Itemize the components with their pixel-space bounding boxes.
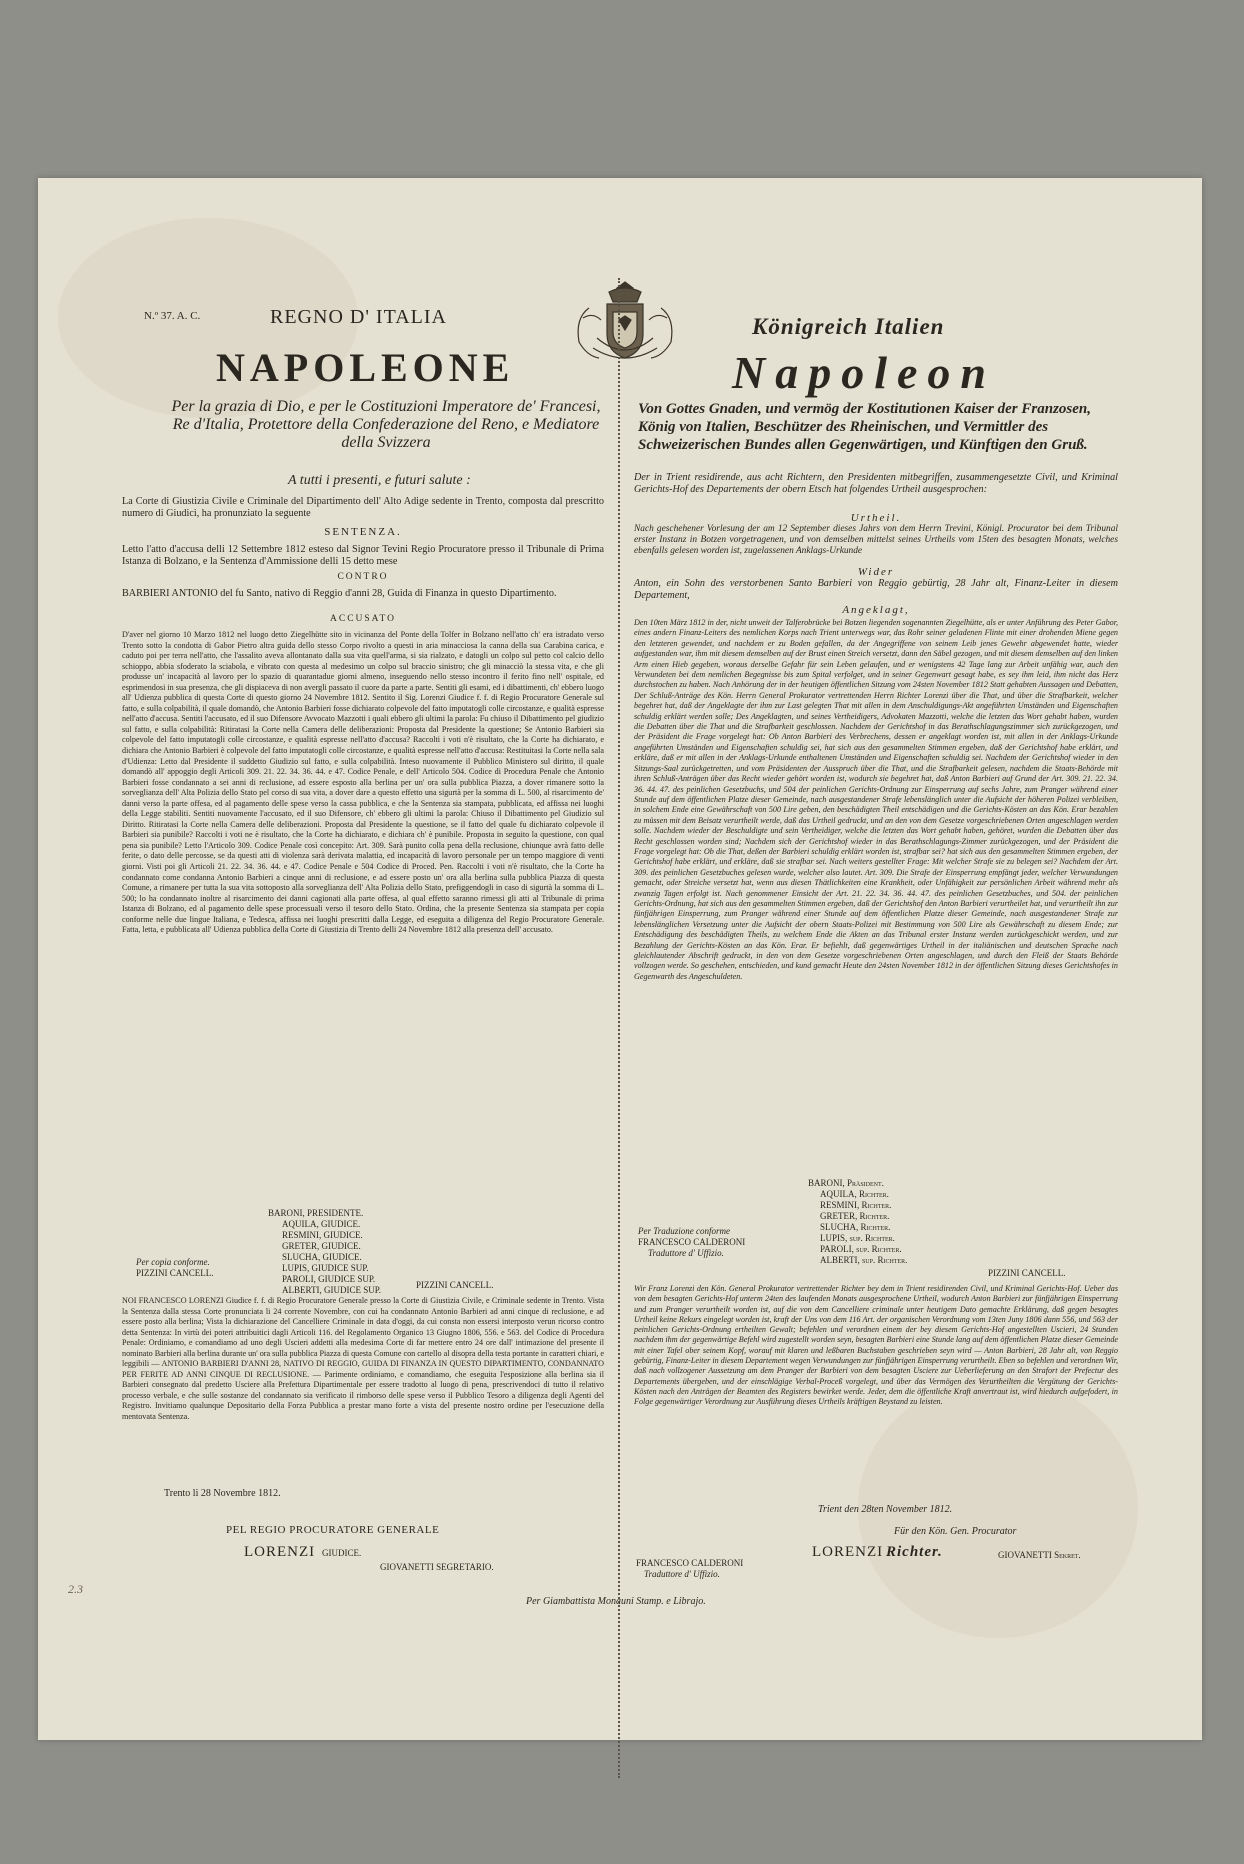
copy-conform-note: Per copia conforme. — [136, 1257, 210, 1267]
italian-sentence-heading: SENTENZA. — [324, 526, 402, 538]
german-chancellor: PIZZINI CANCELL. — [988, 1268, 1066, 1278]
judge-line: PAROLI, sup. Richter. — [820, 1244, 902, 1254]
italian-main-body: D'aver nel giorno 10 Marzo 1812 nel luogo detto Ziegelhütte sito in vicinanza del Ponte della Tolfer in Bolzano nell'atto ch' era istradato verso Trento sotto la condotta di Gabor Pietro altra guida dello stesso Corpo rivolto a questi in aria minacciosa la canna della sua Carabina carica, e caduto poi per terra nell'atto, che l'assalito aveva allontanato dalla sua vita quell'arma, si sia rialzato, e datogli un colpo sul petto col calcio dello schioppo, abbia sfoderato la sciabola, e vibrato con questa al medesimo un colpo sul braccio sinistro; che gli minacciò la stessa vita, e che gli produsse un' incapacità al lavoro per lo spazio di quarantadue giorni almeno, inseguendo nello stesso incontro il ferito fino nell' ospitale, ed esprimendosi in sua presenza, che gli dispiaceva di non avergli passato il cuore da parte a parte. Sentiti gli esami, ed i dibattimenti, ch' ebbero luogo all' Udienza pubblica di questa Corte di questo giorno 24 Novembre 1812. Sentito il Sig. Lorenzi Giudice f. f. di Regio Procuratore Generale sul fatto, e sulla colpabilità, il quale domandò, che Antonio Barbieri fosse dichiarato colpevole del fatto imputatogli colle circostanze, e qualità espresse nell'atto d'accusa. Sentiti l'accusato, ed il suo Difensore Avvocato Mazzotti i quali ebbero gli ultimi la parola: Fu chiuso il Dibattimento pel giudizio sul fatto, e sulla colpabilità: Ritiratasi la Corte nella Camera delle deliberazioni: Proposta dal Presidente la questione; Se Antonio Barbieri sia colpevole del fatto imputatogli colle circostanze, e qualità espresse nell'atto d'accusa? Raccolti i voti n'è risultato, che la Corte ha dichiarato, e dichiara che Antonio Barbieri è colpevole del fatto imputatogli colle circostanze, e qualità espresse nell'atto d'accusa: Restituitasi la Corte nella sala d'Udienza: Letto dal Presidente il suddetto Giudizio sul fatto, e sulla colpabilità. Inteso nuovamente il Pubblico Ministero sul diritto, il quale domandò all' appoggio degli Articoli 309. 21. 22. 34. 36. 44. e 47. Codice Penale, e dell' Articolo 504. Codice di Procedura Penale che Antonio Barbieri fosse condannato a sei anni di reclusione, ad essere esposto alla berlina per un' ora sulla pubblica Piazza, a dover rimanere sotto la sorveglianza dell' Alta Polizia dello Stato pel corso di sua vita, a dover dare a questo effetto una sigurtà per la somma di L. 500, al risarcimento de' danni verso la parte offesa, ed al pagamento delle spese verso la cassa pubblica, e che la Sentenza sia stampata, pubblicata, ed affissa nei luoghi della Legge stabiliti. Sentiti nuovamente l'accusato, ed il suo Difensore, ch' ebbero gli ultimi la parola: Chiuso il Dibattimento pel Giudizio sul Diritto. Ritiratasi la Corte nella Camera delle deliberazioni. Proposta dal Presidente la questione, se il fatto del quale fu dichiarato colpevole il Barbieri sia punibile? Raccolti i voti ne è risultato, che la Corte ha dichiarato, e dichiara ch' è punibile. Proposta in seguito la questione, con qual pena sia punibile? Letto l'Articolo 309. Codice Penale così concepito: Art. 309. Sarà punito colla pena della reclusione, chiunque avrà fatto delle ferite, o dato delle percosse, se da questi atti di violenza sarà derivata malattia, ed incapacità di lavoro personale per un tempo maggiore di venti giorni. Visti poi gli Articoli 21. 22. 34. 36. 44. e 47. Codice Penale e 504 Codice di Proced. Pen. Raccolti i voti n'è risultato, che la Corte ha condannato come condanna Antonio Barbieri a cinque anni di reclusione, e ad essere posto un' ora alla berlina sulla pubblica Piazza di questa Comune, a rimanere per tutta la sua vita sottoposto alla sorveglianza dell' Alta Polizia dello Stato, prefiggendogli in caso di sigurtà la somma di L. 500; lo ha condannato inoltre al risarcimento dei danni cagionati alla parte offesa, al qual effetto saranno rimessi gli atti al Tribunale di prima Istanza di Bolzano, ed al pagamento delle spese processuali verso il tesoro dello Stato. Ordina, che la presente Sentenza sia stampata per copia conforme nelle due lingue Italiana, e Tedesca, affissa nei luoghi prescritti dalla Legge, ed eseguita a diligenza del Regio Procuratore Generale. Fatta, letta, e pubblicata all' Udienza pubblica della Corte di Giustizia di Trento delli 24 Novembre 1812 alla presenza dell' accusato. — [122, 630, 604, 935]
german-kingdom-heading: Königreich Italien — [752, 314, 945, 339]
german-angeklagt-heading: Angeklagt, — [842, 604, 910, 616]
german-procurator-name: LORENZI — [812, 1544, 884, 1560]
italian-accused: BARBIERI ANTONIO del fu Santo, nativo di Reggio d'anni 28, Guida di Finanza in questo Dipartimento. — [122, 588, 557, 599]
german-act-text: Nach geschehener Vorlesung der am 12 September dieses Jahrs von dem Herrn Trevini, Königl. Procurator bei dem Tribunal erster Instanz in Botzen vorgetragenen, und von demselben mittelst seines Urtheils vom 15ten des besagten Monats, welches ebenfalls gelesen worden ist, zugelassenen Anklags-Urkunde — [634, 524, 1118, 556]
german-sentence-heading: Urtheil. — [850, 512, 902, 524]
italian-date-place: Trento li 28 Novembre 1812. — [164, 1488, 281, 1499]
german-emperor-title: Napoleon — [732, 347, 996, 398]
german-procurator-role: Richter. — [886, 1544, 943, 1560]
judge-line: ALBERTI, GIUDICE SUP. — [282, 1285, 381, 1295]
translation-note: Per Traduzione conforme — [638, 1226, 730, 1236]
italian-secretary: GIOVANETTI SEGRETARIO. — [380, 1562, 494, 1572]
german-main-body: Den 10ten März 1812 in der, nicht unweit der Talferobrücke bei Botzen liegenden sogenannten Ziegelhütte, als er unter Anführung des Peter Gabor, eines andern Finanz-Leiters des nemlichen Korps nach Trient unterwegs war, das Rohr seiner geladenen Flinte mit einer drohenden Miene gegen den letzteren gewendet, und nachdem er zu Boden gefallen, da der Angegriffene von seinem Leib jenes Gewehr abgewendet hatte, wieder aufgestanden war, ihm mit diesem demselben auf der Brust einen Streich versetzt, dann den Säbel gezogen, und mit diesem demselben auf den linken Arm einen Hieb gegeben, woraus derselbe Gefahr für sein Leben gelaufen, und er wenigstens 42 Tage lang zur Arbeit unfähig war, auch den Verwundeten bei dem nemlichen Begegnisse bis zum Spital verfolget, und in seiner Gegenwart gesagt habe, es sey ihm leid, ihm nicht das Herz durchstochen zu haben. Nach Anhörung der in der heutigen öffentlichen Sitzung vom 24sten November 1812 Statt gehabten Aussagen und Debatten, Der Schluß-Anträge des Kön. Herrn General Prokurator vertrettenden Herrn Richter Lorenzi über die That, und über die Strafbarkeit, welcher begehret hat, daß der Angeklagte der ihm zur Last gelegten That mit allen in dem Anschuldigungs-Akt angeführten Umständen und Eigenschaften schuldig erklärt werden solle; Des Angeklagten, und seines Vertheidigers, Advokaten Mazzotti, welche die letzten das Wort gehabt haben, wurden die Debatten über die That und die Strafbarkeit geschlossen. Nachdem der Gerichtshof in das Berathschlagungszimmer sich zurückgezogen, und der Präsident die Frage vorgelegt hat: Ob Anton Barbieri des Verbrechens, dessen er angeklagt worden ist, mit allen in der Anklags-Urkunde angeführten Umständen und Eigenschaften schuldig sei, hat sich aus den gesammelten Stimmen ergeben, daß der Gerichtshof habe erklärt, und erkläre, daß er mit allen in der Anklags-Urkunde enthaltenen Umständen und Eigenschaften schuldig sei. Nachdem der Gerichtshof wieder in den Sitzungs-Saal zurückgetretten, und vom Präsidenten der Ausspruch über die That, und die Strafbarkeit gelesen, nachdem die Staats-Behörde mit ihren Schluß-Anträgen über das Recht wieder gehört worden ist, wodurch sie begehret hat, daß Anton Barbieri auf Grund der Art. 309. 21. 22. 34. 36. 44. 47. des peinlichen Gesetzbuchs, und 504 der peinlichen Gerichts-Ordnung zur Einsperrung auf sechs Jahre, zum Pranger während einer Stunde auf dem öffentlichen Platze dieser Gemeinde, nach ausgestandener Strafe lebenslänglich unter die Aufsicht der höheren Polizei verbleiben, in solchem Ende eine Gewährschaft von 500 Lire geben, den beschädigten Theil entschädigen und die Gerichts-Kösten an das Kön. Erar bezahlen zu müssen mit dem Beisatz verurtheilt werde, daß das Urtheil gedruckt, und an den von dem Gesetze vorgeschriebenen Orten angeschlagen werden solle. Nachdem wieder der Beschuldigte und sein Vertheidiger, welche die letzten das Wort gehabt haben, gehöret, wurden die Debatten über das Recht geschlossen worden sind; Nachdem sich der Gerichtshof wieder in das Berathschlagungs-Zimmer zurückgezogen, und der Präsident die Frage vorgelegt hat: Ob die That, deßen der Barbieri schuldig erklärt worden ist, strafbar sei? hat sich aus den gesammelten Stimmen ergeben, der Gerichtshof habe erklärt, und erkläre, daß sie strafbar sei. Nach weiters gestellter Frage: Mit welcher Strafe sie zu belegen sei? Nachdem der Art. 309. des peinlichen Gesetzbuches gelesen wurde, welcher also lautet. Art. 309. Die Strafe der Einsperrung empfängt jeder, welcher Verwundungen gemacht, oder Streiche versetzt hat, wenn aus diesen Thätlichkeiten eine Krankheit, oder Unfähigkeit zur persönlichen Arbeit während mehr als zwanzig Tagen erfolgt ist. Nach genommener Einsicht der Art. 21. 22. 34. 36. 44. 47. des peinlichen Gesetzbuches, und 504. der peinlichen Gerichts-Ordnung, hat sich aus den gesammelten Stimmen ergeben, daß der Gerichtshof den Anton Barbieri verurtheilet hat, und verurtheilt ihn zur fünfjährigen Einsperrung, zum Pranger während einer Stunde auf dem öffentlichen Platze dieser Gemeinde, nach ausgestandener Strafe zur lebenslänglichen Versetzung unter die Aufsicht der obern Staats-Polizei mit Bestimmung von 500 Lire als Gewährschaft zu diesem Ende; zur Entschädigung des beschädigten Theils, zu welchem Ende die Akten an das Tribunal erster Instanz werden zurückgeschickt werden, und zur Bezahlung der Gerichts-Kösten an das Kön. Erar. Er befiehlt, daß gegenwärtiges Urtheil in der italiänischen und deutschen Sprache nach gleichlautender Abschrift gedruckt, in den von dem Gesetze vorgeschriebenen Orten angeschlagen, und durch den Fleiß der Staats Behörde vollzogen werde. So geschehen, entschieden, und kund gemacht Heute den 24sten November 1812 in der öffentlichen Sitzung dieses Gerichtshofes in Gegenwarth des Angeschuldeten. — [634, 618, 1118, 981]
german-date-place: Trient den 28ten November 1812. — [818, 1504, 953, 1515]
judge-line: AQUILA, GIUDICE. — [282, 1219, 361, 1229]
judge-line: ALBERTI, sup. Richter. — [820, 1255, 908, 1265]
judge-line: PAROLI, GIUDICE SUP. — [282, 1274, 376, 1284]
document-number: N.º 37. A. C. — [144, 310, 201, 322]
judge-line: GRETER, Richter. — [820, 1211, 890, 1221]
judge-line: SLUCHA, Richter. — [820, 1222, 891, 1232]
translator-role: Traduttore d' Uffizio. — [648, 1248, 724, 1258]
italian-order-body: NOI FRANCESCO LORENZI Giudice f. f. di Regio Procuratore Generale presso la Corte di Giustizia Civile, e Criminale sedente in Trento. Vista la Sentenza dalla stessa Corte pronunciata li 24 corrente Novembre, con cui ha condannato Antonio Barbieri ad anni cinque di reclusione, e ad essere posto alla berlina; Vista la dichiarazione del Cancelliere Criminale in data d'oggi, da cui consta non essersi interposto verun ricorso contro detta Sentenza: In virtù dei poteri attribuitici dagli Articoli 116. del Regolamento Organico 13 Giugno 1806, 556. e 563. del Codice di Procedura Penale: Ordiniamo, e comandiamo ad uno degli Uscieri addetti alla medesima Corte di far mettere entro 24 ore dall' intimazione del presente il nominato Barbieri alla berlina durante un' ora sulla pubblica Piazza di questa Comune con cartello al disopra della testa portante in caratteri chiari, e leggibili — ANTONIO BARBIERI D'ANNI 28, NATIVO DI REGGIO, GUIDA DI FINANZA IN QUESTO DIPARTIMENTO, CONDANNATO PER FERITE AD ANNI CINQUE DI RECLUSIONE. — Parimente ordiniamo, e comandiamo, che eseguita l'esposizione alla berlina sia il Barbieri consegnato dal predetto Usciere alla Prefettura Dipartimentale per essere tradotto al luogo di pena, prescrivendoci di tutto il relativo processo verbale, e che sulle sostanze del condannato sia verificato il rimborso delle spese verso il Pubblico Tesoro a diligenza degli Agenti del Registro. Invitiamo qualunque Depositario della Forza Pubblica a prestar mano forte a vista del presente nostro ordine per l'esecuzione della mentovata Sentenza. — [122, 1296, 605, 1422]
german-procurator-title: Für den Kön. Gen. Procurator — [894, 1526, 1017, 1537]
judge-line: LUPIS, sup. Richter. — [820, 1233, 895, 1243]
italian-contro-heading: CONTRO — [337, 572, 389, 582]
german-translator-signature: FRANCESCO CALDERONI — [636, 1558, 744, 1568]
column-divider — [618, 278, 620, 1778]
german-order-body: Wir Franz Lorenzi den Kön. General Prokurator vertrettender Richter bey dem in Trient residirenden Civil, und Kriminal Gerichts-Hof. Ueber das von dem besagten Gerichts-Hof unterm 24ten des laufenden Monats ausgesprochene Urtheil, wodurch Anton Barbieri zur fünfjährigen Einsperrung und zum Pranger verurtheilt worden ist, auf die von dem Cancelliere criminale unter heutigem Dato gemachte Erklärung, daß gegen besagtes Urtheil keine Rekurs eingelegt worden ist, kraft der Uns von dem 116 Art. der organischen Verordnung vom 13ten Juny 1806 dann 556, und 563 der peinlichen Gerichts-Ordnung ertheilten Gewalt; befehlen und verordnen einem der bey diesem Gerichts-Hof angestellten Uscieri, 24 Stunden nachdem ihm der gegenwärtige Befehl wird zugestellt worden seyn, besagten Barbieri eine Stunde lang auf dem öffentlichen Platze dieser Gemeinde mit einer Tafel ober seinem Kopf, worauf mit klaren und leßbaren Buchstaben geschrieben seyn wird — Anton Barbieri, 28 Jahr alt, von Reggio gebürtig, Finanz-Leiter in diesem Departement wegen Verwundungen zur fünfjährigen Einsperrung verurtheilt. Eben so befehlen und verordnen Wir, daß nach vollzogener Aussetzung am dem Pranger der Barbieri von dem besagten Usciere zur Ueberlieferung an den Strafort der Prefectur des Departements übergeben, und der einschlägige Verbal-Proceß vorgelegt, und über das Vermögen des Verurtheilten die Vergütung der Gerichts-Kösten nach den Anträgen der Beamten des Registers bewirket werde. Jeder, dem die öffentliche Kraft anvertraut ist, wird hiedurch aufgefodert, in Folge gegenwärtiger Verordnung zur Ausführung dieses Urtheils kräftigen Beystand zu leisten. — [634, 1284, 1118, 1407]
german-wider-heading: Wider — [857, 566, 895, 578]
italian-act-text: Letto l'atto d'accusa delli 12 Settembre 1812 esteso dal Signor Tevini Regio Procuratore presso il Tribunale di Prima Istanza di Bolzano, e la Sentenza d'Ammissione delli 15 detto mese — [122, 544, 604, 568]
italian-intro: Per la grazia di Dio, e per le Costituzioni Imperatore de' Francesi, Re d'Italia, Protettore della Confederazione del Reno, e Mediatore della Svizzera — [171, 398, 601, 451]
italian-greeting: A tutti i presenti, e futuri salute : — [288, 473, 471, 488]
italian-procurator-role: GIUDICE. — [322, 1548, 362, 1558]
judge-line: BARONI, PRESIDENTE. — [268, 1208, 364, 1218]
italian-judges-list — [268, 1208, 428, 1296]
copy-signer: PIZZINI CANCELL. — [136, 1268, 214, 1278]
german-secretary: GIOVANETTI Sekret. — [998, 1550, 1081, 1560]
translator-name: FRANCESCO CALDERONI — [638, 1237, 746, 1247]
italian-court-intro: La Corte di Giustizia Civile e Criminale del Dipartimento dell' Alto Adige sedente in Trento, composta dal prescritto numero di Giudici, ha pronunziato la seguente — [122, 496, 604, 520]
judge-line: LUPIS, GIUDICE SUP. — [282, 1263, 369, 1273]
italian-emperor-title: NAPOLEONE — [216, 345, 515, 390]
german-court-intro: Der in Trient residirende, aus acht Richtern, den Presidenten mitbegriffen, zusammengesetzte Civil, und Kriminal Gerichts-Hof des Departements der obern Etsch hat folgendes Urtheil ausgesprochen: — [634, 472, 1118, 496]
italian-procurator-title: PEL REGIO PROCURATORE GENERALE — [226, 1524, 440, 1536]
judge-line: RESMINI, GIUDICE. — [282, 1230, 363, 1240]
printer-line: Per Giambattista Monauni Stamp. e Librajo. — [526, 1596, 706, 1607]
poster-sheet — [38, 178, 1202, 1740]
judge-line: AQUILA, Richter. — [820, 1189, 889, 1199]
judge-line: RESMINI, Richter. — [820, 1200, 892, 1210]
german-translator-signature-role: Traduttore d' Uffizio. — [644, 1569, 720, 1579]
italian-accusato-heading: ACCUSATO — [330, 614, 396, 624]
german-intro: Von Gottes Gnaden, und vermög der Kostitutionen Kaiser der Franzosen, König von Italien, Beschützer des Rheinischen, und Vermittler des Schweizerischen Bundes allen Gegenwärtigen, und Künftigen den Gruß. — [638, 401, 1091, 453]
judge-line: BARONI, Präsident. — [808, 1178, 884, 1188]
judge-line: SLUCHA, GIUDICE. — [282, 1252, 362, 1262]
german-judges-list — [808, 1178, 968, 1266]
italian-kingdom-heading: REGNO D' ITALIA — [270, 306, 447, 328]
coat-of-arms-emblem — [569, 278, 681, 364]
italian-procurator-name: LORENZI — [244, 1544, 316, 1560]
german-accused: Anton, ein Sohn des verstorbenen Santo Barbieri von Reggio gebürtig, 28 Jahr alt, Finanz-Leiter in diesem Departement, — [634, 578, 1118, 602]
italian-chancellor: PIZZINI CANCELL. — [416, 1280, 494, 1290]
page-mark: 2.3 — [68, 1582, 83, 1596]
judge-line: GRETER, GIUDICE. — [282, 1241, 361, 1251]
